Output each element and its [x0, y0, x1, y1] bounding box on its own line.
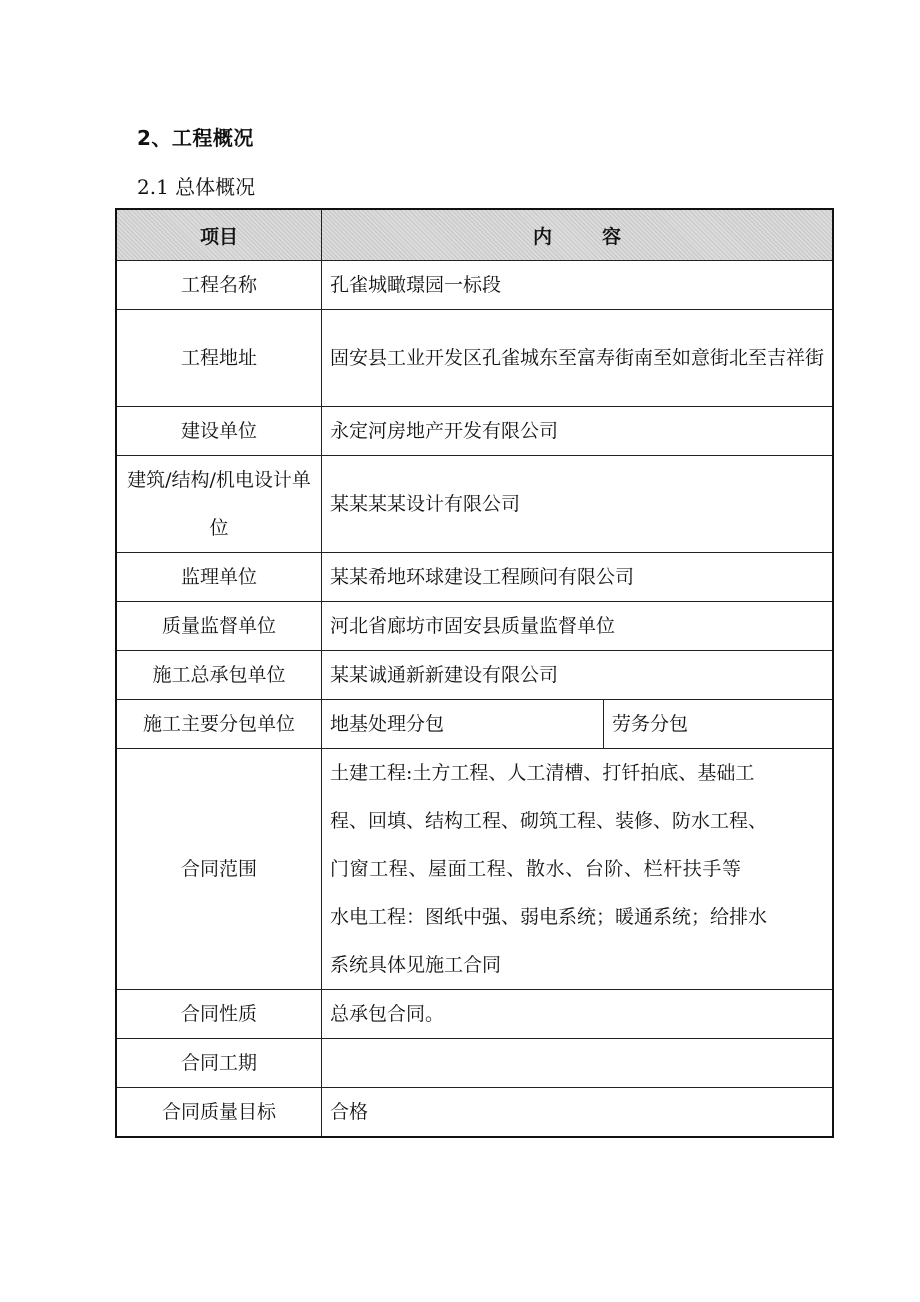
- row-value: 某某某某设计有限公司: [322, 456, 834, 553]
- section-subheading: 2.1 总体概况: [137, 175, 256, 199]
- table-row: [116, 456, 833, 553]
- row-value: 固安县工业开发区孔雀城东至富寿街南至如意街北至吉祥街: [322, 310, 834, 407]
- table-row: [116, 651, 833, 700]
- row-label: 合同质量目标: [116, 1088, 322, 1138]
- table-row: [116, 990, 833, 1039]
- row-value: 合格: [322, 1088, 834, 1138]
- scope-line: 门窗工程、屋面工程、散水、台阶、栏杆扶手等: [330, 858, 742, 880]
- table-row: [116, 261, 833, 310]
- row-value: 总承包合同。: [322, 990, 834, 1039]
- row-value: 某某诚通新新建设有限公司: [322, 651, 834, 700]
- row-value: [322, 1039, 834, 1088]
- row-value-subcontract-a: 地基处理分包: [322, 700, 604, 749]
- table-row: [116, 407, 833, 456]
- section-heading: 2、工程概况: [137, 126, 254, 150]
- scope-line: 系统具体见施工合同: [330, 954, 502, 976]
- table-row: [116, 602, 833, 651]
- row-label: 施工主要分包单位: [116, 700, 322, 749]
- row-label: 质量监督单位: [116, 602, 322, 651]
- row-value-scope: [322, 749, 834, 990]
- row-value: 某某希地环球建设工程顾问有限公司: [322, 553, 834, 602]
- row-label: 建设单位: [116, 407, 322, 456]
- row-label: 合同工期: [116, 1039, 322, 1088]
- table-row: [116, 700, 833, 749]
- table-row: [116, 1039, 833, 1088]
- row-label: 监理单位: [116, 553, 322, 602]
- scope-line: 程、回填、结构工程、砌筑工程、装修、防水工程、: [330, 810, 768, 832]
- project-overview-table: [115, 208, 834, 1138]
- table-header-row: [116, 209, 833, 261]
- row-label: 建筑/结构/机电设计单位: [116, 456, 322, 553]
- table-row: [116, 749, 833, 990]
- row-label: 合同性质: [116, 990, 322, 1039]
- row-label: 合同范围: [116, 749, 322, 990]
- row-value: 河北省廊坊市固安县质量监督单位: [322, 602, 834, 651]
- header-item: 项目: [116, 209, 322, 261]
- row-label: 工程地址: [116, 310, 322, 407]
- scope-line: 土建工程:土方工程、人工清槽、打钎拍底、基础工: [330, 762, 755, 784]
- table-row: [116, 553, 833, 602]
- row-label: 施工总承包单位: [116, 651, 322, 700]
- row-value: 孔雀城瞰璟园一标段: [322, 261, 834, 310]
- row-value: 永定河房地产开发有限公司: [322, 407, 834, 456]
- row-value-subcontract-b: 劳务分包: [604, 700, 834, 749]
- table-row: [116, 310, 833, 407]
- table-row: [116, 1088, 833, 1138]
- scope-line: 水电工程：图纸中强、弱电系统；暖通系统；给排水: [330, 906, 768, 928]
- header-content: 内容: [322, 209, 834, 261]
- row-label: 工程名称: [116, 261, 322, 310]
